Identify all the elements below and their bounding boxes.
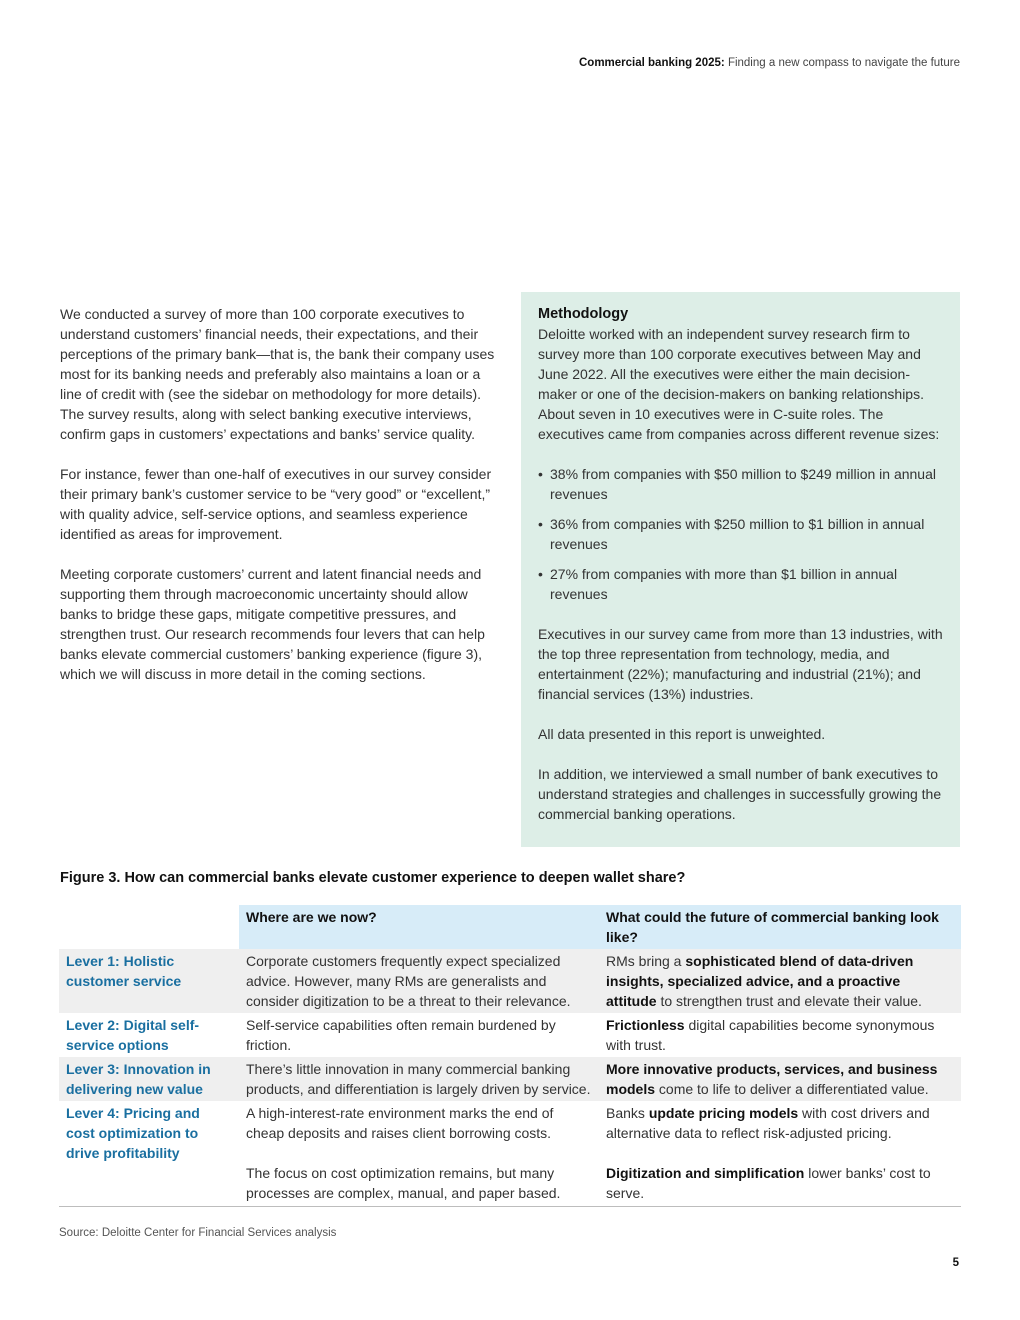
intro-paragraph: Meeting corporate customers’ current and latent financial needs and supporting them through macroeconomic uncertainty should allow banks to bridge these gaps, mitigate competitive pressures, and strengthen trust. Our research recommends four levers that can help banks elevate commercial customers’ banking experience (figure 3), which we will discuss in more detail in the coming sections. <box>60 566 485 682</box>
table-row <box>59 1101 961 1207</box>
lever-label: Lever 3: Innovation in delivering new value <box>59 1057 239 1101</box>
table-row <box>59 949 961 1013</box>
future-text: RMs bring a <box>606 953 686 969</box>
levers-table <box>59 905 961 1207</box>
methodology-interviews: In addition, we interviewed a small number of bank executives to understand strategies and challenges in successfully growing the commercial banking operations. <box>538 766 942 822</box>
list-item-text: 38% from companies with $50 million to $249 million in annual revenues <box>550 466 936 502</box>
list-item-text: 36% from companies with $250 million to $1 billion in annual revenues <box>550 516 925 552</box>
page-number: 5 <box>952 1257 959 1269</box>
lever-label: Lever 4: Pricing and cost optimization to drive profitability <box>59 1101 239 1207</box>
list-item-text: 27% from companies with more than $1 billion in annual revenues <box>550 566 898 602</box>
figure-source: Source: Deloitte Center for Financial Services analysis <box>59 1227 337 1239</box>
header-subtitle: Finding a new compass to navigate the future <box>727 57 960 69</box>
table-row <box>59 1057 961 1101</box>
list-item <box>538 514 946 554</box>
methodology-unweighted: All data presented in this report is unweighted. <box>538 726 826 742</box>
future-cell <box>599 949 961 1013</box>
future-highlight: Frictionless <box>606 1017 685 1033</box>
future-highlight: More innovative products, services, and business models <box>606 1061 938 1097</box>
future-cell <box>599 1013 961 1057</box>
future-highlight: update pricing models <box>648 1105 799 1121</box>
future-text: with cost drivers and alternative data to reflect risk-adjusted pricing. <box>606 1105 930 1141</box>
future-text: digital capabilities become synonymous with trust. <box>606 1017 935 1053</box>
future-cell <box>599 1057 961 1101</box>
bullet-icon: • <box>538 566 543 582</box>
future-text: come to life to deliver a differentiated value. <box>655 1081 929 1097</box>
figure-title: Figure 3. How can commercial banks elevate customer experience to deepen wallet share? <box>60 870 686 886</box>
future-cell <box>599 1101 961 1207</box>
now-cell: Corporate customers frequently expect specialized advice. However, many RMs are generalists and consider digitization to be a threat to their relevance. <box>239 949 599 1013</box>
revenue-size-list <box>538 464 946 604</box>
future-text: to strengthen trust and elevate their value. <box>656 993 922 1009</box>
running-header <box>579 57 960 69</box>
table-row <box>59 1013 961 1057</box>
methodology-sidebar <box>521 292 960 847</box>
header-title: Commercial banking 2025: <box>579 57 725 69</box>
future-block <box>606 1163 953 1203</box>
table-header-row <box>59 905 961 949</box>
now-text: A high-interest-rate environment marks the end of cheap deposits and raises client borrowing costs. <box>246 1105 554 1141</box>
methodology-industries: Executives in our survey came from more than 13 industries, with the top three representation from technology, media, and entertainment (22%); manufacturing and industrial (21%); and financial services (13%) industries. <box>538 626 943 702</box>
header-cell-future: What could the future of commercial banking look like? <box>599 905 961 949</box>
intro-paragraph: For instance, fewer than one-half of executives in our survey consider their primary bank’s customer service to be “very good” or “excellent,” with quality advice, self-service options, and seamless experience identified as areas for improvement. <box>60 466 492 542</box>
now-cell <box>239 1101 599 1207</box>
future-text: lower banks’ cost to serve. <box>606 1165 931 1201</box>
now-cell: There’s little innovation in many commercial banking products, and differentiation is largely driven by service. <box>239 1057 599 1101</box>
bullet-icon: • <box>538 466 543 482</box>
list-item <box>538 464 946 504</box>
lever-label: Lever 2: Digital self-service options <box>66 1017 200 1053</box>
intro-text <box>60 304 500 704</box>
now-cell: Self-service capabilities often remain burdened by friction. <box>246 1017 556 1053</box>
methodology-intro: Deloitte worked with an independent survey research firm to survey more than 100 corporate executives between May and June 2022. All the executives were either the main decision-maker or one of the decision-makers on banking relationships. About seven in 10 executives were in C-suite roles. The executives came from companies across different revenue sizes: <box>538 326 940 442</box>
future-highlight: Digitization and simplification <box>606 1165 805 1181</box>
header-cell-now: Where are we now? <box>239 905 599 949</box>
bullet-icon: • <box>538 516 543 532</box>
header-cell-empty <box>59 905 239 949</box>
intro-paragraph: We conducted a survey of more than 100 corporate executives to understand customers’ financial needs, their expectations, and their perceptions of the primary bank—that is, the bank their company uses most for its banking needs and preferably also maintains a loan or a line of credit with (see the sidebar on methodology for more details). The survey results, along with select banking executive interviews, confirm gaps in customers’ expectations and banks’ service quality. <box>60 306 495 442</box>
now-text: The focus on cost optimization remains, but many processes are complex, manual, and paper based. <box>246 1165 561 1201</box>
future-text: Banks <box>606 1105 649 1121</box>
future-block <box>606 1103 953 1143</box>
future-highlight: sophisticated blend of data-driven insights, specialized advice, and a proactive attitude <box>606 953 914 1009</box>
lever-label: Lever 1: Holistic customer service <box>59 949 239 1013</box>
methodology-title: Methodology <box>538 306 629 322</box>
list-item <box>538 564 946 604</box>
